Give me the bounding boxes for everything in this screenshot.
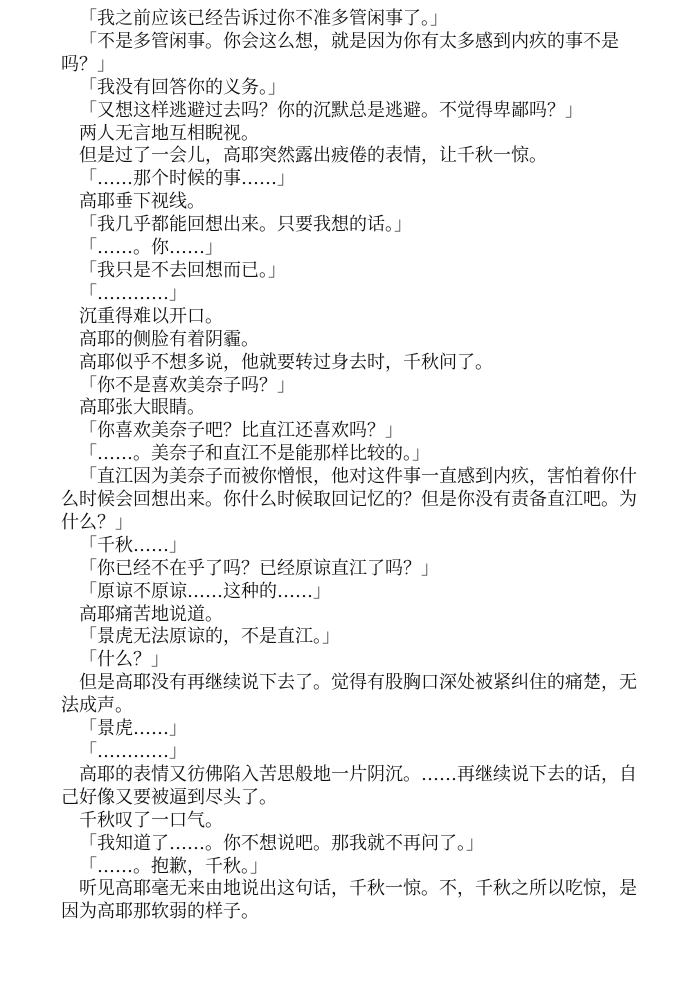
paragraph: 沉重得难以开口。 — [79, 305, 223, 327]
paragraph: 听见高耶毫无来由地说出这句话，千秋一惊。不，千秋之所以吃惊，是因为高耶那软弱的样子。 — [61, 878, 637, 923]
paragraph: 「你不是喜欢美奈子吗？」 — [79, 374, 295, 396]
paragraph: 「我没有回答你的义务。」 — [79, 76, 286, 98]
paragraph: 但是过了一会儿，高耶突然露出疲倦的表情，让千秋一惊。 — [79, 145, 547, 167]
paragraph: 「原谅不原谅……这种的……」 — [79, 580, 331, 602]
paragraph: 高耶的表情又彷佛陷入苦思般地一片阴沉。……再继续说下去的话，自己好像又要被逼到尽头了。 — [61, 763, 637, 808]
paragraph: 「什么？」 — [79, 649, 169, 671]
document-page — [61, 8, 643, 924]
paragraph: 「我知道了……。你不想说吧。那我就不再问了。」 — [79, 832, 484, 854]
paragraph: 「我几乎都能回想出来。只要我想的话。」 — [79, 214, 412, 236]
paragraph: 「又想这样逃避过去吗？你的沉默总是逃避。不觉得卑鄙吗？」 — [79, 99, 583, 121]
paragraph: 高耶的侧脸有着阴霾。 — [79, 328, 259, 350]
paragraph: 「不是多管闲事。你会这么想，就是因为你有太多感到内疚的事不是吗？」 — [61, 30, 619, 75]
paragraph: 「千秋……」 — [79, 534, 187, 556]
paragraph: 高耶垂下视线。 — [79, 191, 205, 213]
paragraph: 「……。美奈子和直江不是能那样比较的。」 — [79, 443, 430, 465]
paragraph: 千秋叹了一口气。 — [79, 809, 223, 831]
paragraph: 「我只是不去回想而已。」 — [79, 259, 286, 281]
paragraph: 「…………」 — [79, 741, 187, 762]
paragraph: 「直江因为美奈子而被你憎恨，他对这件事一直感到内疚，害怕着你什么时候会回想出来。你什么时候取回记忆的？但是你没有责备直江吧。为什么？」 — [61, 466, 637, 533]
paragraph: 「你喜欢美奈子吧？比直江还喜欢吗？」 — [79, 420, 403, 442]
paragraph: 「景虎无法原谅的，不是直江。」 — [79, 626, 340, 648]
paragraph: 「我之前应该已经告诉过你不准多管闲事了。」 — [79, 8, 448, 29]
paragraph: 高耶张大眼睛。 — [79, 397, 205, 419]
paragraph: 「……。抱歉，千秋。」 — [79, 855, 268, 877]
paragraph: 「……。你……」 — [79, 237, 223, 259]
paragraph: 但是高耶没有再继续说下去了。觉得有股胸口深处被紧纠住的痛楚，无法成声。 — [61, 672, 637, 717]
paragraph: 「……那个时候的事……」 — [79, 168, 295, 190]
paragraph: 两人无言地互相睨视。 — [79, 122, 259, 144]
paragraph: 「你已经不在乎了吗？已经原谅直江了吗？」 — [79, 557, 439, 579]
paragraph: 「…………」 — [79, 282, 187, 304]
paragraph: 高耶痛苦地说道。 — [79, 603, 223, 625]
paragraph: 「景虎……」 — [79, 718, 187, 740]
paragraph: 高耶似乎不想多说，他就要转过身去时，千秋问了。 — [79, 351, 493, 373]
